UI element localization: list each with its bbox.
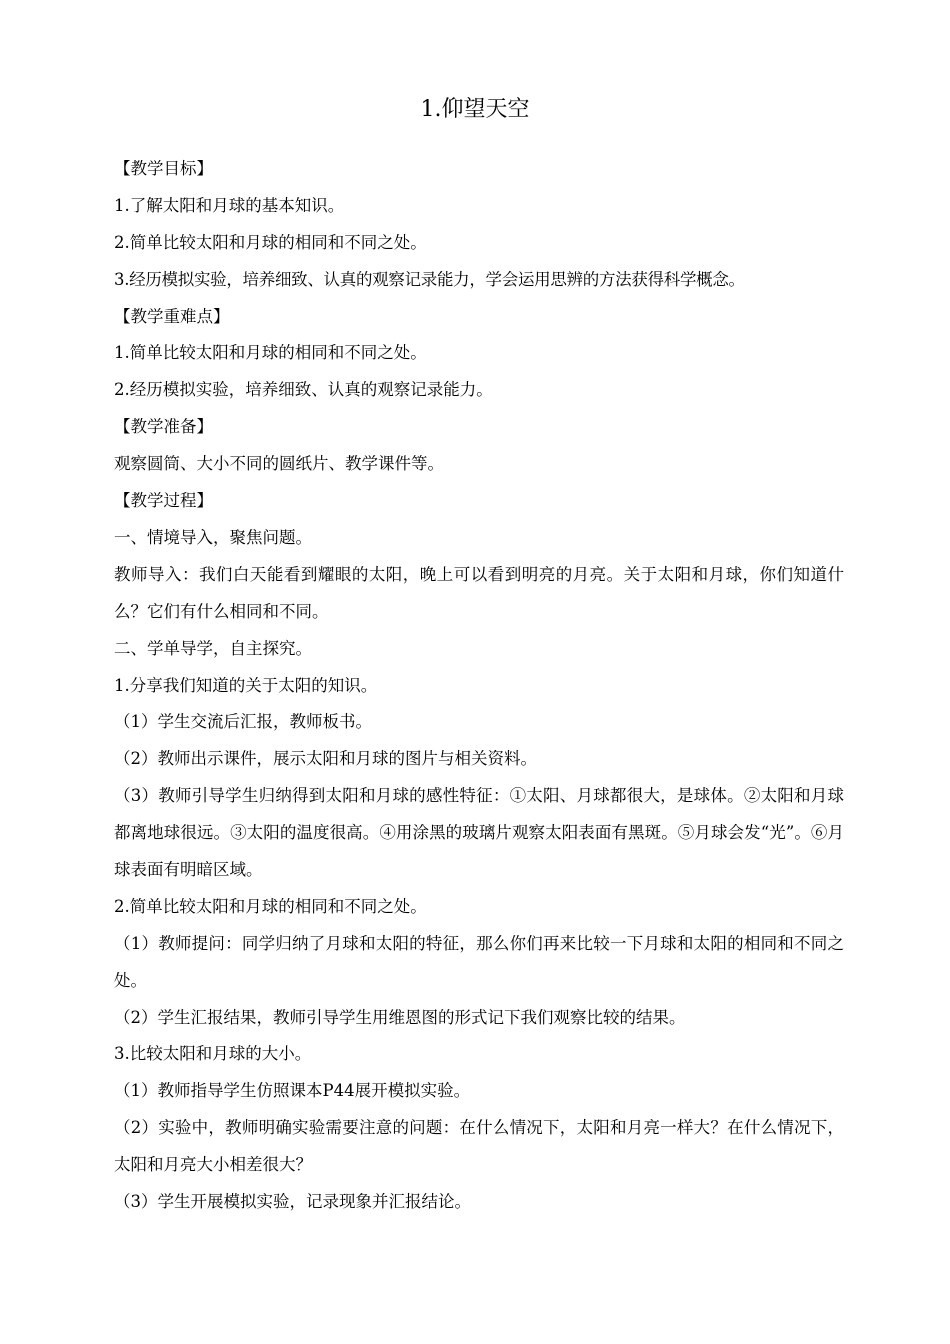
objective-item: 3.经历模拟实验，培养细致、认真的观察记录能力，学会运用思辨的方法获得科学概念。	[114, 269, 745, 289]
step2-heading: 二、学单导学，自主探究。	[114, 638, 312, 658]
document-body	[114, 151, 844, 1221]
item2-sub2: （2）学生汇报结果，教师引导学生用维恩图的形式记下我们观察比较的结果。	[114, 1007, 686, 1027]
prep-heading: 【教学准备】	[114, 417, 213, 437]
step1-text: 教师导入：我们白天能看到耀眼的太阳，晚上可以看到明亮的月亮。关于太阳和月球，你们知道什么？它们有什么相同和不同。	[114, 564, 844, 621]
objective-item: 1.了解太阳和月球的基本知识。	[114, 195, 345, 215]
item1-sub2: （2）教师出示课件，展示太阳和月球的图片与相关资料。	[114, 749, 537, 769]
item3-heading: 3.比较太阳和月球的大小。	[114, 1044, 312, 1064]
item3-sub3: （3）学生开展模拟实验，记录现象并汇报结论。	[114, 1192, 471, 1212]
item1-sub1: （1）学生交流后汇报，教师板书。	[114, 712, 372, 732]
item3-sub1: （1）教师指导学生仿照课本P44展开模拟实验。	[114, 1081, 471, 1101]
step1-heading: 一、情境导入，聚焦问题。	[114, 527, 312, 547]
prep-text: 观察圆筒、大小不同的圆纸片、教学课件等。	[114, 454, 444, 474]
keypoint-item: 1.简单比较太阳和月球的相同和不同之处。	[114, 343, 427, 363]
process-heading: 【教学过程】	[114, 491, 213, 511]
page-title: 1.仰望天空	[420, 97, 530, 122]
objectives-heading: 【教学目标】	[114, 159, 213, 178]
item2-heading: 2.简单比较太阳和月球的相同和不同之处。	[114, 896, 427, 916]
item3-sub2: （2）实验中，教师明确实验需要注意的问题：在什么情况下，太阳和月亮一样大？在什么情况下，太阳和月亮大小相差很大？	[114, 1118, 844, 1175]
item1-sub3: （3）教师引导学生归纳得到太阳和月球的感性特征：①太阳、月球都很大，是球体。②太阳和月球都离地球很远。③太阳的温度很高。④用涂黑的玻璃片观察太阳表面有黑斑。⑤月球会发“光”。⑥月球表面有明暗区域。	[114, 786, 844, 879]
keypoint-item: 2.经历模拟实验，培养细致、认真的观察记录能力。	[114, 380, 493, 400]
item2-sub1: （1）教师提问：同学归纳了月球和太阳的特征，那么你们再来比较一下月球和太阳的相同和不同之处。	[114, 933, 844, 990]
objective-item: 2.简单比较太阳和月球的相同和不同之处。	[114, 232, 427, 252]
item1-heading: 1.分享我们知道的关于太阳的知识。	[114, 675, 378, 695]
keypoints-heading: 【教学重难点】	[114, 306, 230, 326]
